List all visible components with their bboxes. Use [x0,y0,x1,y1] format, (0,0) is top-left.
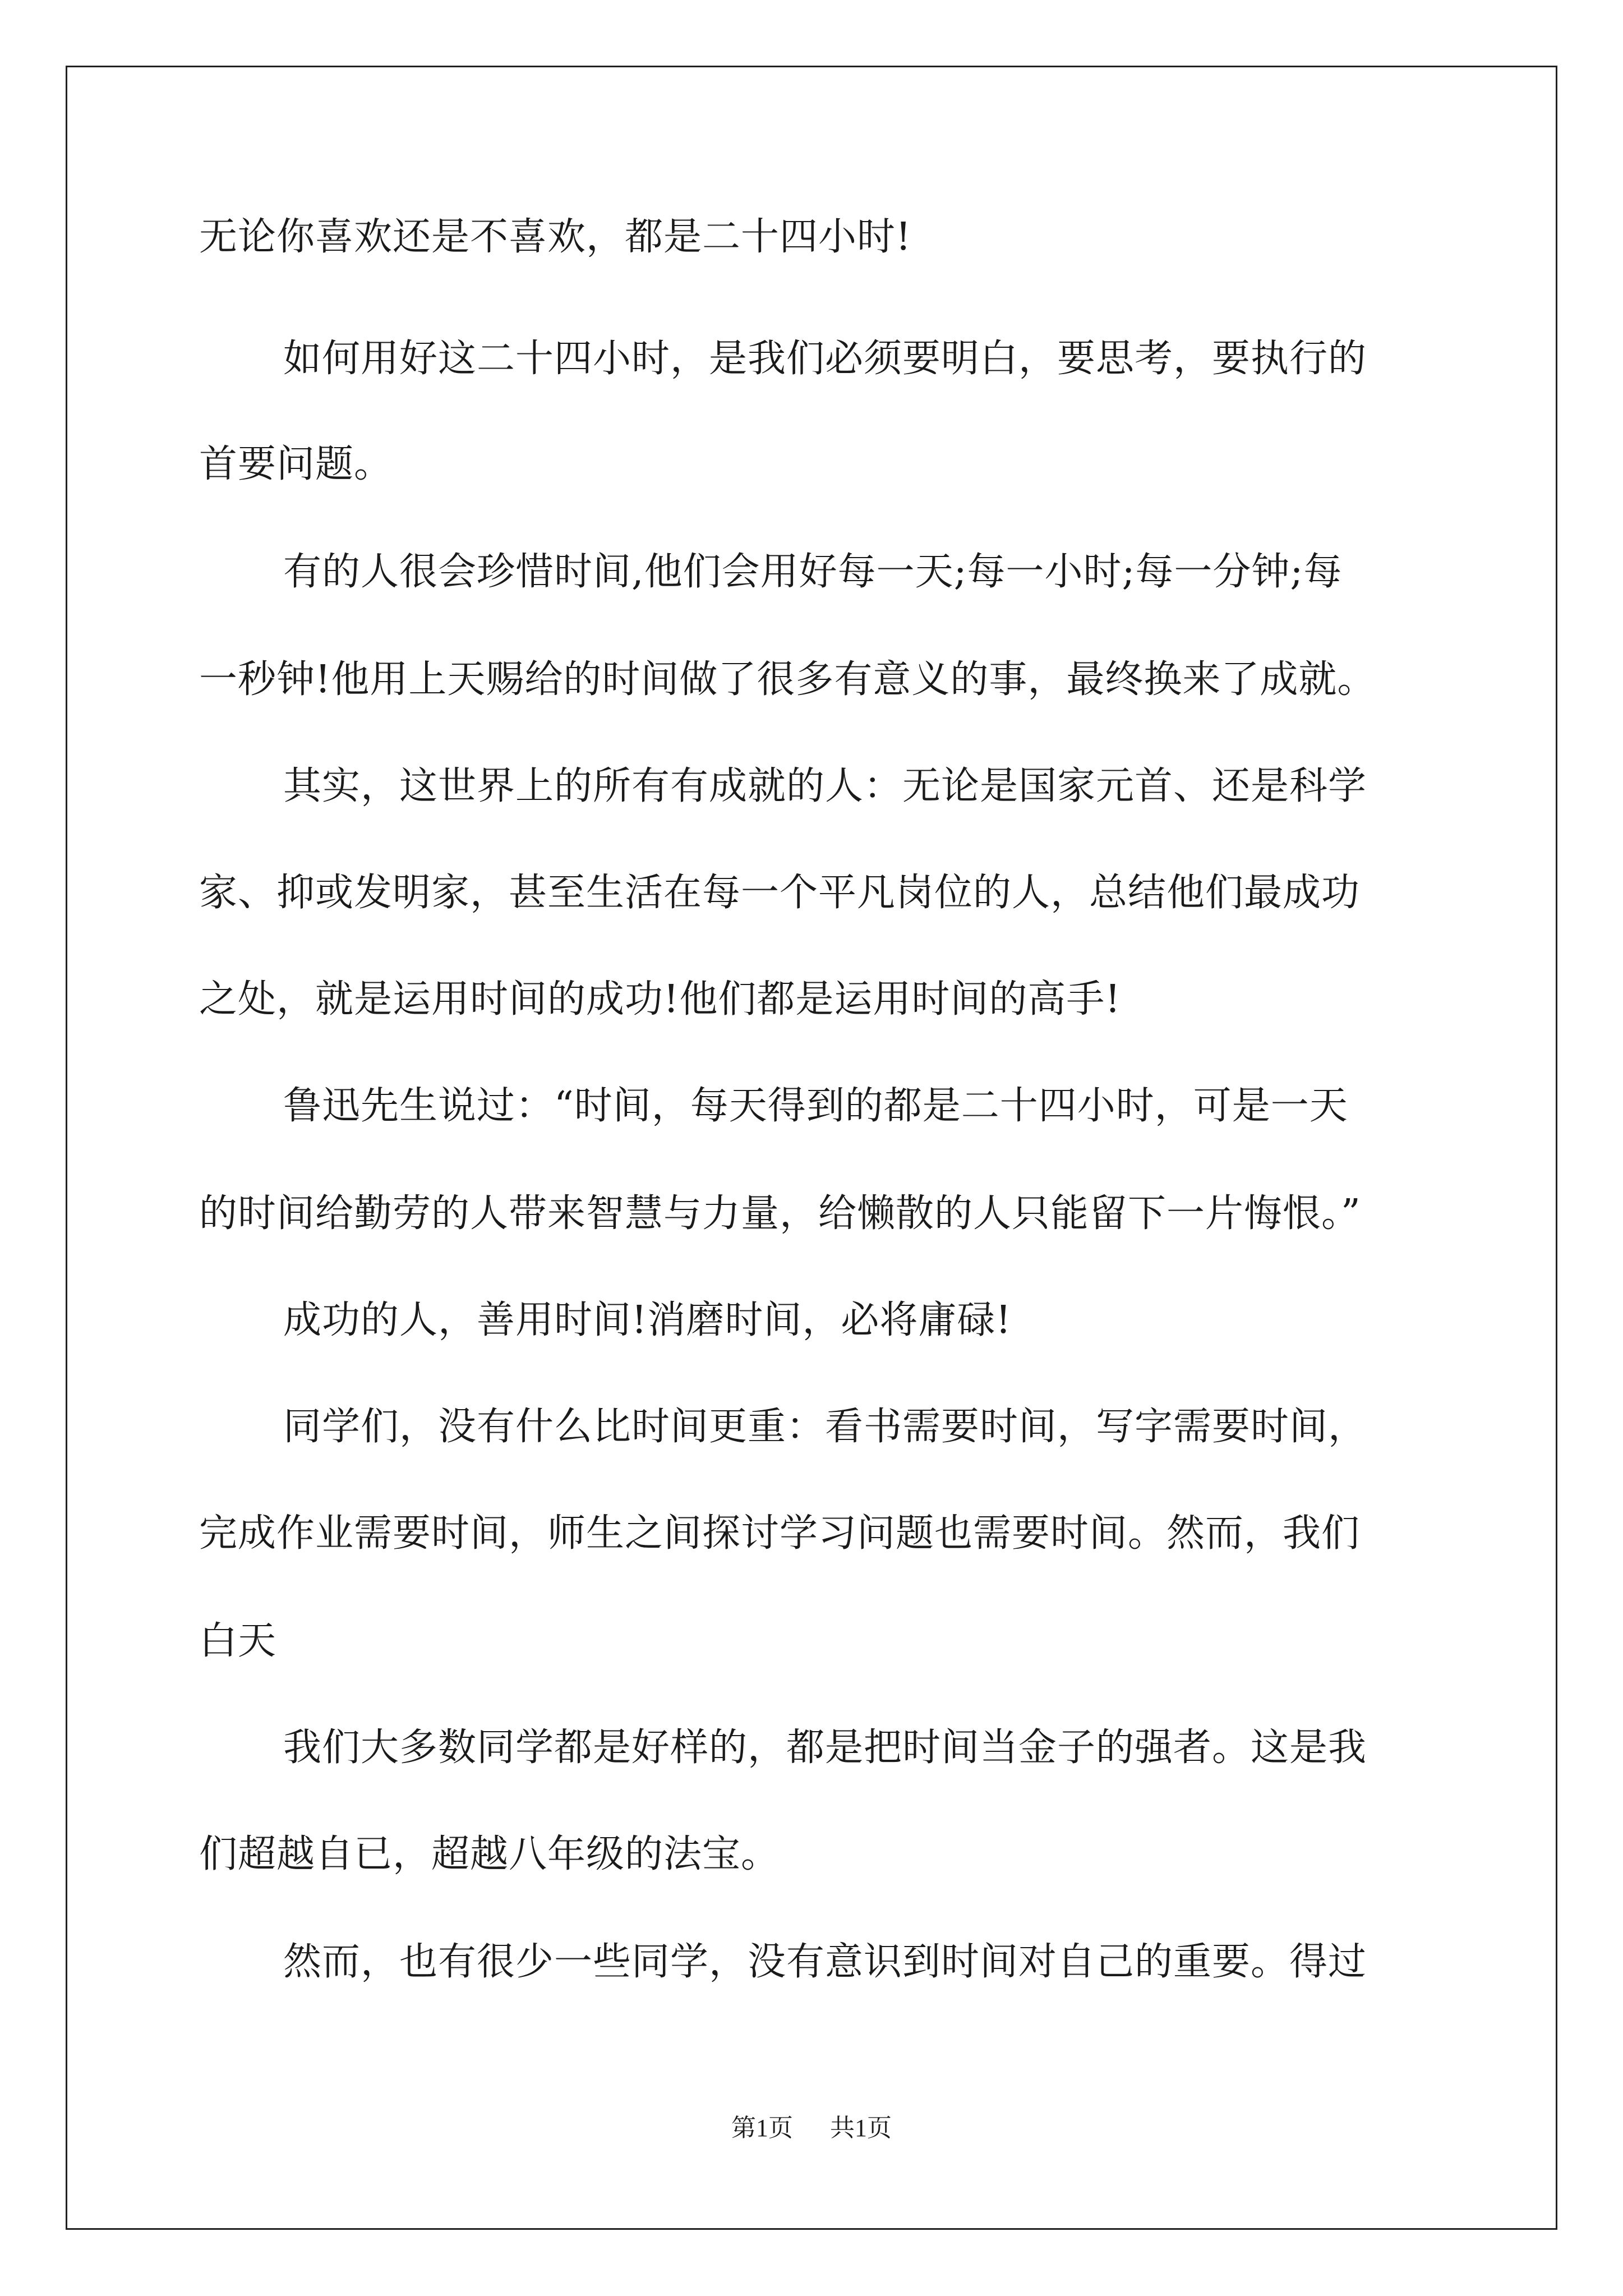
text-line: 白天 [199,1619,277,1663]
page-number: 第1页 [731,2114,793,2142]
text-line: 们超越自已，超越八年级的法宝。 [199,1832,780,1876]
page-footer [0,2111,1623,2145]
text-line: 其实，这世界上的所有有成就的人：无论是国家元首、还是科学 [283,764,1367,808]
text-line: 完成作业需要时间，师生之间探讨学习问题也需要时间。然而，我们 [199,1511,1361,1556]
text-line: 然而，也有很少一些同学，没有意识到时间对自己的重要。得过 [283,1940,1367,1984]
text-line: 无论你喜欢还是不喜欢，都是二十四小时! [199,215,912,259]
text-line: 一秒钟!他用上天赐给的时间做了很多有意义的事，最终换来了成就。 [199,657,1376,702]
text-line: 成功的人，善用时间!消磨时间，必将庸碌! [283,1298,1012,1342]
text-line: 如何用好这二十四小时，是我们必须要明白，要思考，要执行的 [283,337,1367,381]
text-line: 的时间给勤劳的人带来智慧与力量，给懒散的人只能留下一片悔恨。” [199,1191,1361,1236]
text-line: 家、抑或发明家，甚至生活在每一个平凡岗位的人，总结他们最成功 [199,871,1361,915]
text-line: 我们大多数同学都是好样的，都是把时间当金子的强者。这是我 [283,1726,1367,1770]
page-total: 共1页 [830,2114,892,2142]
page-border [66,66,1557,2230]
text-line: 之处，就是运用时间的成功!他们都是运用时间的高手! [199,977,1121,1022]
text-line: 首要问题。 [199,442,393,486]
text-line: 鲁迅先生说过：“时间，每天得到的都是二十四小时，可是一天 [283,1084,1348,1128]
text-line: 有的人很会珍惜时间,他们会用好每一天;每一小时;每一分钟;每 [283,550,1343,594]
text-line: 同学们，没有什么比时间更重：看书需要时间，写字需要时间， [283,1405,1367,1449]
